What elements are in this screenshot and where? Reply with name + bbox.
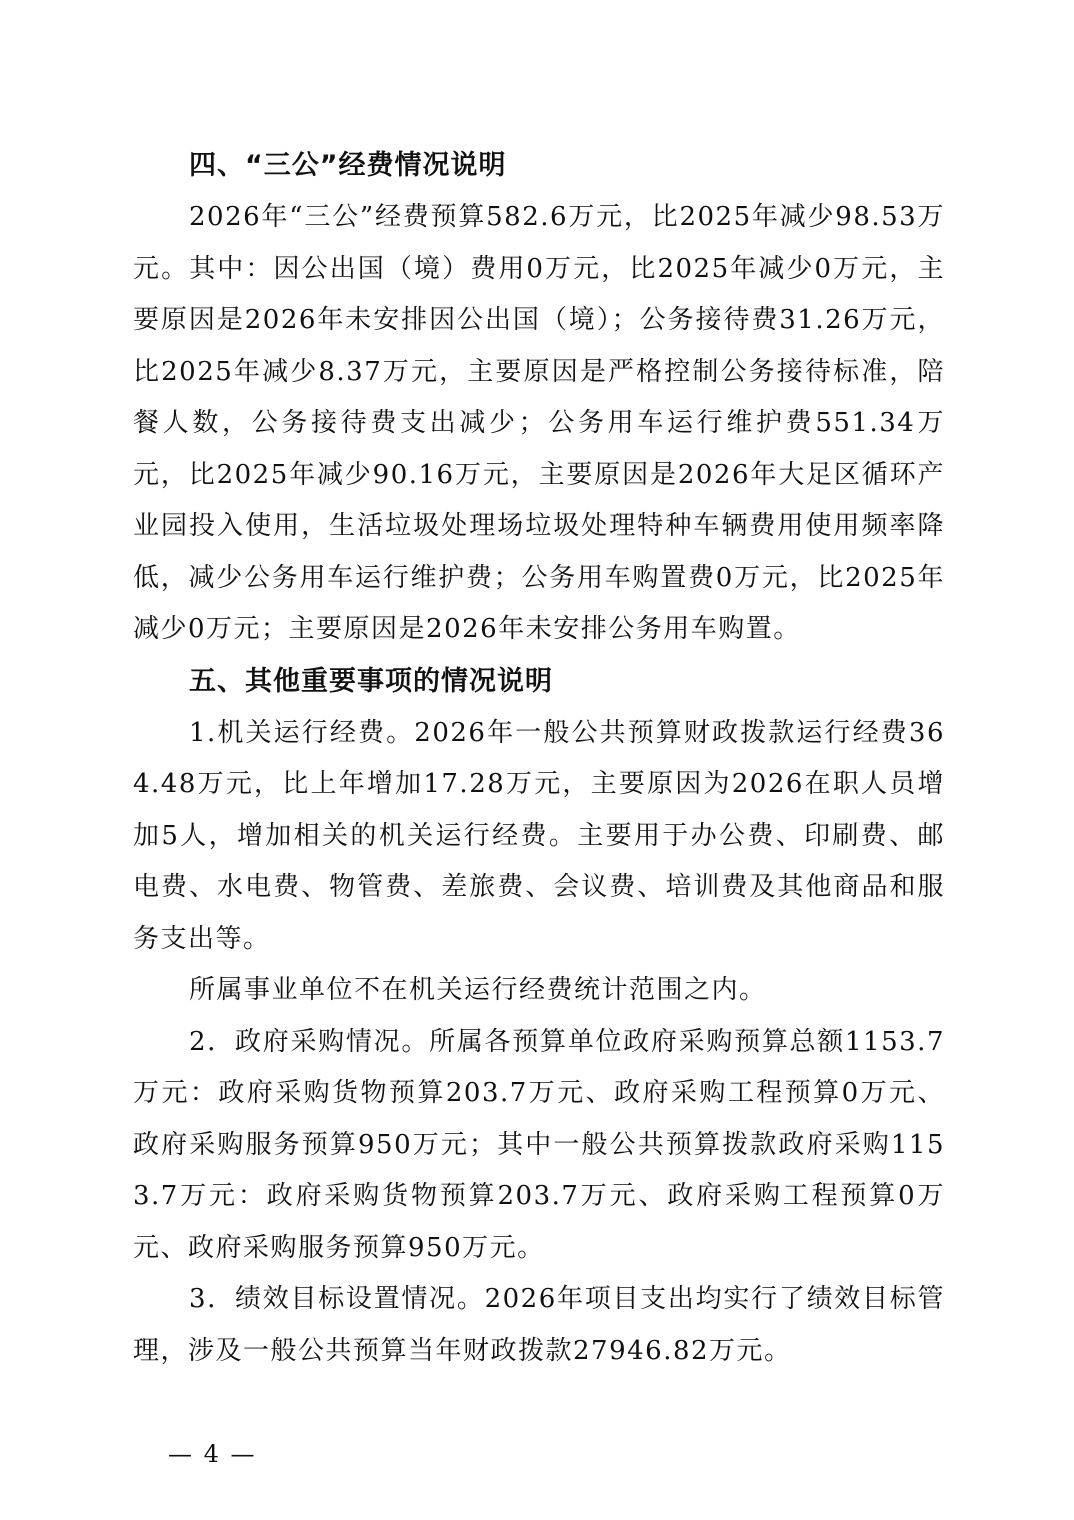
- paragraph-operating-expenses: 1.机关运行经费。2026年一般公共预算财政拨款运行经费364.48万元，比上年增加17.28万元，主要原因为2026在职人员增加5人，增加相关的机关运行经费。主要用于办公费、印刷费、邮电费、水电费、物管费、差旅费、会议费、培训费及其他商品和服务支出等。: [133, 717, 945, 954]
- section-heading-other-matters: 五、其他重要事项的情况说明: [189, 665, 553, 697]
- paragraph-three-public-expenses: 2026年“三公”经费预算582.6万元，比2025年减少98.53万元。其中：因公出国（境）费用0万元，比2025年减少0万元，主要原因是2026年未安排因公出国（境）；公务接待费31.26万元，比2025年减少8.37万元，主要原因是严格控制公务接待标准，陪餐人数，公务接待费支出减少；公务用车运行维护费551.34万元，比2025年减少90.16万元，主要原因是2026年大足区循环产业园投入使用，生活垃圾处理场垃圾处理特种车辆费用使用频率降低，减少公务用车运行维护费；公务用车购置费0万元，比2025年减少0万元；主要原因是2026年未安排公务用车购置。: [133, 202, 945, 644]
- paragraph-performance-targets: 3．绩效目标设置情况。2026年项目支出均实行了绩效目标管理，涉及一般公共预算当年财政拨款27946.82万元。: [133, 1284, 945, 1366]
- paragraph-government-procurement: 2．政府采购情况。所属各预算单位政府采购预算总额1153.7万元：政府采购货物预算203.7万元、政府采购工程预算0万元、政府采购服务预算950万元；其中一般公共预算拨款政府采购1153.7万元：政府采购货物预算203.7万元、政府采购工程预算0万元、政府采购服务预算950万元。: [133, 1026, 945, 1263]
- section-heading-three-public-expenses: 四、“三公”经费情况说明: [189, 150, 507, 181]
- paragraph-affiliated-units-note: 所属事业单位不在机关运行经费统计范围之内。: [189, 975, 767, 1005]
- document-body: [133, 140, 945, 1377]
- page-number: — 4 —: [168, 1440, 257, 1468]
